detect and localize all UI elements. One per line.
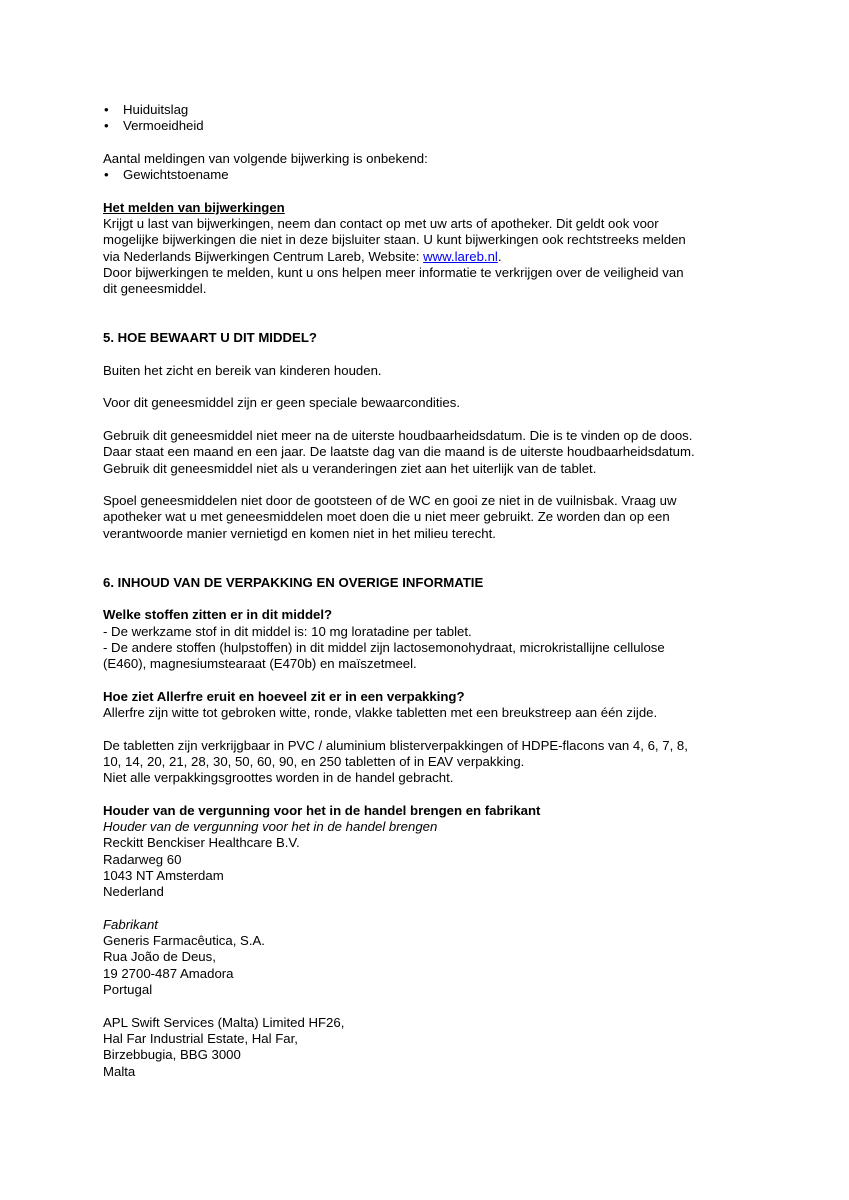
unknown-frequency-intro: Aantal meldingen van volgende bijwerking is onbekend: (103, 150, 428, 166)
manufacturer-address-line: Rua João de Deus, (103, 949, 216, 965)
reporting-line-suffix: . (497, 248, 502, 264)
manufacturer-address-line: Portugal (103, 982, 153, 998)
document-page (103, 102, 753, 1080)
appearance-line: Allerfre zijn witte tot gebroken witte, ronde, vlakke tabletten met een breukstreep aan één zijde. (103, 704, 658, 720)
side-effects-list (103, 102, 753, 135)
disposal-paragraph-line: verantwoorde manier vernietigd en komen niet in het milieu terecht. (103, 525, 496, 541)
appearance-title: Hoe ziet Allerfre eruit en hoeveel zit er in een verpakking? (103, 688, 465, 704)
disposal-paragraph-line: Spoel geneesmiddelen niet door de gootsteen of de WC en gooi ze niet in de vuilnisbak. Vraag uw (103, 493, 677, 509)
holder-subtitle: Houder van de vergunning voor het in de handel brengen (103, 819, 438, 835)
storage-paragraph: Buiten het zicht en bereik van kinderen houden. (103, 362, 382, 378)
reporting-title: Het melden van bijwerkingen (103, 199, 285, 215)
manufacturer-address-line: Birzebbugia, BBG 3000 (103, 1047, 241, 1063)
reporting-line: Krijgt u last van bijwerkingen, neem dan contact op met uw arts of apotheker. Dit geldt ook voor (103, 216, 659, 232)
holder-address-line: 1043 NT Amsterdam (103, 867, 224, 883)
manufacturer-address-line: APL Swift Services (Malta) Limited HF26, (103, 1014, 345, 1030)
holder-address-line: Radarweg 60 (103, 851, 182, 867)
holder-title: Houder van de vergunning voor het in de handel brengen en fabrikant (103, 802, 541, 818)
storage-paragraph: Voor dit geneesmiddel zijn er geen speciale bewaarcondities. (103, 395, 461, 411)
substances-line: - De werkzame stof in dit middel is: 10 mg loratadine per tablet. (103, 623, 472, 639)
reporting-line: dit geneesmiddel. (103, 281, 207, 297)
manufacturer-address-line: Malta (103, 1063, 136, 1079)
list-item: • Gewichtstoename (103, 167, 753, 183)
list-item: • Vermoeidheid (103, 118, 753, 134)
lareb-website-link[interactable]: www.lareb.nl (423, 248, 498, 264)
manufacturer-subtitle: Fabrikant (103, 916, 158, 932)
storage-paragraph-line: Gebruik dit geneesmiddel niet als u veranderingen ziet aan het uiterlijk van de tablet. (103, 460, 597, 476)
pack-sizes-line: 10, 14, 20, 21, 28, 30, 50, 60, 90, en 250 tabletten of in EAV verpakking. (103, 753, 525, 769)
section-5-heading: 5. HOE BEWAART U DIT MIDDEL? (103, 330, 317, 346)
substances-title: Welke stoffen zitten er in dit middel? (103, 607, 333, 623)
storage-paragraph-line: Gebruik dit geneesmiddel niet meer na de uiterste houdbaarheidsdatum. Die is te vinden op de doos. (103, 427, 693, 443)
pack-sizes-line: De tabletten zijn verkrijgbaar in PVC / aluminium blisterverpakkingen of HDPE-flacons van 4, 6, 7, 8, (103, 737, 688, 753)
storage-paragraph-line: Daar staat een maand en een jaar. De laatste dag van die maand is de uiterste houdbaarheidsdatum. (103, 444, 695, 460)
list-item: • Huiduitslag (103, 102, 753, 118)
reporting-line: mogelijke bijwerkingen die niet in deze bijsluiter staan. U kunt bijwerkingen ook rechtstreeks melden (103, 232, 686, 248)
substances-line: (E460), magnesiumstearaat (E470b) en maïszetmeel. (103, 656, 417, 672)
section-6-heading: 6. INHOUD VAN DE VERPAKKING EN OVERIGE INFORMATIE (103, 574, 484, 590)
manufacturer-address-line: 19 2700-487 Amadora (103, 965, 234, 981)
holder-address-line: Nederland (103, 884, 164, 900)
manufacturer-address-line: Generis Farmacêutica, S.A. (103, 933, 265, 949)
substances-line: - De andere stoffen (hulpstoffen) in dit middel zijn lactosemonohydraat, microkristallijne cellulose (103, 639, 665, 655)
reporting-line: Door bijwerkingen te melden, kunt u ons helpen meer informatie te verkrijgen over de veiligheid van (103, 264, 684, 280)
reporting-line (103, 249, 753, 265)
holder-address-line: Reckitt Benckiser Healthcare B.V. (103, 835, 300, 851)
reporting-line-prefix: via Nederlands Bijwerkingen Centrum Lareb, Website: (103, 248, 424, 264)
disposal-paragraph-line: apotheker wat u met geneesmiddelen moet doen die u niet meer gebruikt. Ze worden dan op een (103, 509, 670, 525)
manufacturer-address-line: Hal Far Industrial Estate, Hal Far, (103, 1030, 298, 1046)
pack-sizes-line: Niet alle verpakkingsgroottes worden in de handel gebracht. (103, 770, 454, 786)
unknown-frequency-list (103, 167, 753, 183)
